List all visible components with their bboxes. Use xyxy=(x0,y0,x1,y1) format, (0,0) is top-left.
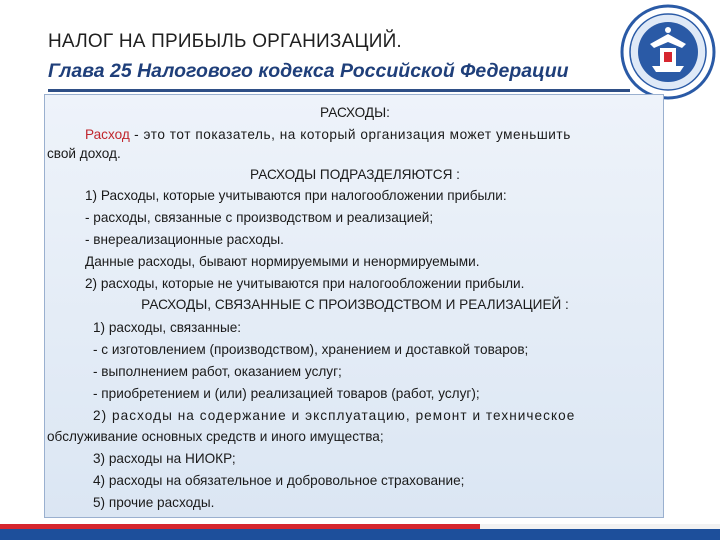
list-item: 1) расходы, связанные: xyxy=(93,320,242,335)
page-title: НАЛОГ НА ПРИБЫЛЬ ОРГАНИЗАЦИЙ. xyxy=(48,31,402,52)
subheading-expense-types: РАСХОДЫ ПОДРАЗДЕЛЯЮТСЯ : xyxy=(250,167,460,182)
content-panel xyxy=(44,94,664,518)
list-item: 3) расходы на НИОКР; xyxy=(93,451,236,466)
list-item: - внереализационные расходы. xyxy=(85,232,284,247)
list-item: 1) Расходы, которые учитываются при налогообложении прибыли: xyxy=(85,188,507,203)
list-item: - расходы, связанные с производством и реализацией; xyxy=(85,210,434,225)
list-item: 2) расходы на содержание и эксплуатацию, ремонт и техническое xyxy=(93,408,576,423)
note-text: Данные расходы, бывают нормируемыми и ненормируемыми. xyxy=(85,254,480,269)
definition-term: Расход xyxy=(85,127,130,142)
list-item-continued: обслуживание основных средств и иного имущества; xyxy=(47,429,384,444)
footer-blue-stripe xyxy=(0,529,720,540)
tax-service-emblem-icon xyxy=(620,4,716,100)
page-subtitle: Глава 25 Налогового кодекса Российской Федерации xyxy=(48,60,569,82)
header-divider xyxy=(48,89,630,92)
definition-line xyxy=(85,126,571,144)
list-item: 4) расходы на обязательное и добровольное страхование; xyxy=(93,473,465,488)
list-item: 2) расходы, которые не учитываются при налогообложении прибыли. xyxy=(85,276,525,291)
subheading-production-expenses: РАСХОДЫ, СВЯЗАННЫЕ С ПРОИЗВОДСТВОМ И РЕАЛИЗАЦИЕЙ : xyxy=(141,297,569,312)
definition-continued: свой доход. xyxy=(47,146,121,161)
list-item: - приобретением и (или) реализацией товаров (работ, услуг); xyxy=(93,386,480,401)
footer-band xyxy=(0,524,720,540)
content-heading: РАСХОДЫ: xyxy=(320,105,390,120)
list-item: - выполнением работ, оказанием услуг; xyxy=(93,364,342,379)
list-item: 5) прочие расходы. xyxy=(93,495,215,510)
list-item: - с изготовлением (производством), хранением и доставкой товаров; xyxy=(93,342,529,357)
definition-text: - это тот показатель, на который организация может уменьшить xyxy=(129,127,571,142)
